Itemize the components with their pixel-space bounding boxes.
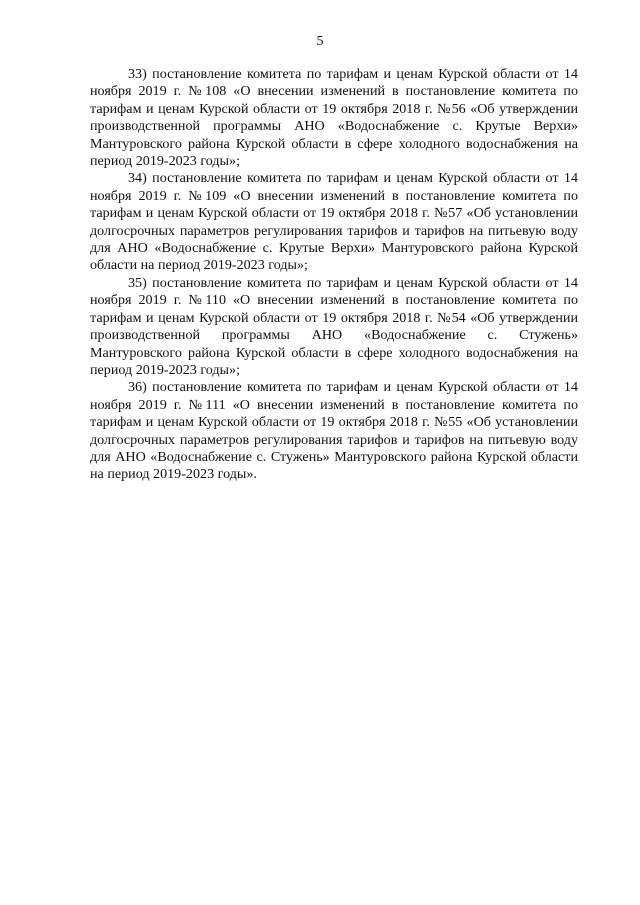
- list-item-35: 35) постановление комитета по тарифам и ценам Курской области от 14 ноября 2019 г. №110 «О внесении изменений в постановление комитета по тарифам и ценам Курской области от 19 октября 2018 г. №54 «Об утверждении производственной программы АНО «Водоснабжение с. Стужень» Мантуровского района Курской области в сфере холодного водоснабжения на период 2019-2023 годы»;: [90, 274, 578, 378]
- document-body: [90, 66, 578, 484]
- list-item-36: 36) постановление комитета по тарифам и ценам Курской области от 14 ноября 2019 г. №111 «О внесении изменений в постановление комитета по тарифам и ценам Курской области от 19 октября 2018 г. №55 «Об установлении долгосрочных параметров регулирования тарифов и тарифов на питьевую воду для АНО «Водоснабжение с. Стужень» Мантуровского района Курской области на период 2019-2023 годы».: [90, 379, 578, 483]
- page-number: 5: [316, 34, 324, 49]
- list-item-34: 34) постановление комитета по тарифам и ценам Курской области от 14 ноября 2019 г. №109 «О внесении изменений в постановление комитета по тарифам и ценам Курской области от 19 октября 2018 г. №57 «Об установлении долгосрочных параметров регулирования тарифов и тарифов на питьевую воду для АНО «Водоснабжение с. Крутые Верхи» Мантуровского района Курской области на период 2019-2023 годы»;: [90, 170, 578, 274]
- list-item-33: 33) постановление комитета по тарифам и ценам Курской области от 14 ноября 2019 г. №108 «О внесении изменений в постановление комитета по тарифам и ценам Курской области от 19 октября 2018 г. №56 «Об утверждении производственной программы АНО «Водоснабжение с. Крутые Верхи» Мантуровского района Курской области в сфере холодного водоснабжения на период 2019-2023 годы»;: [90, 66, 578, 170]
